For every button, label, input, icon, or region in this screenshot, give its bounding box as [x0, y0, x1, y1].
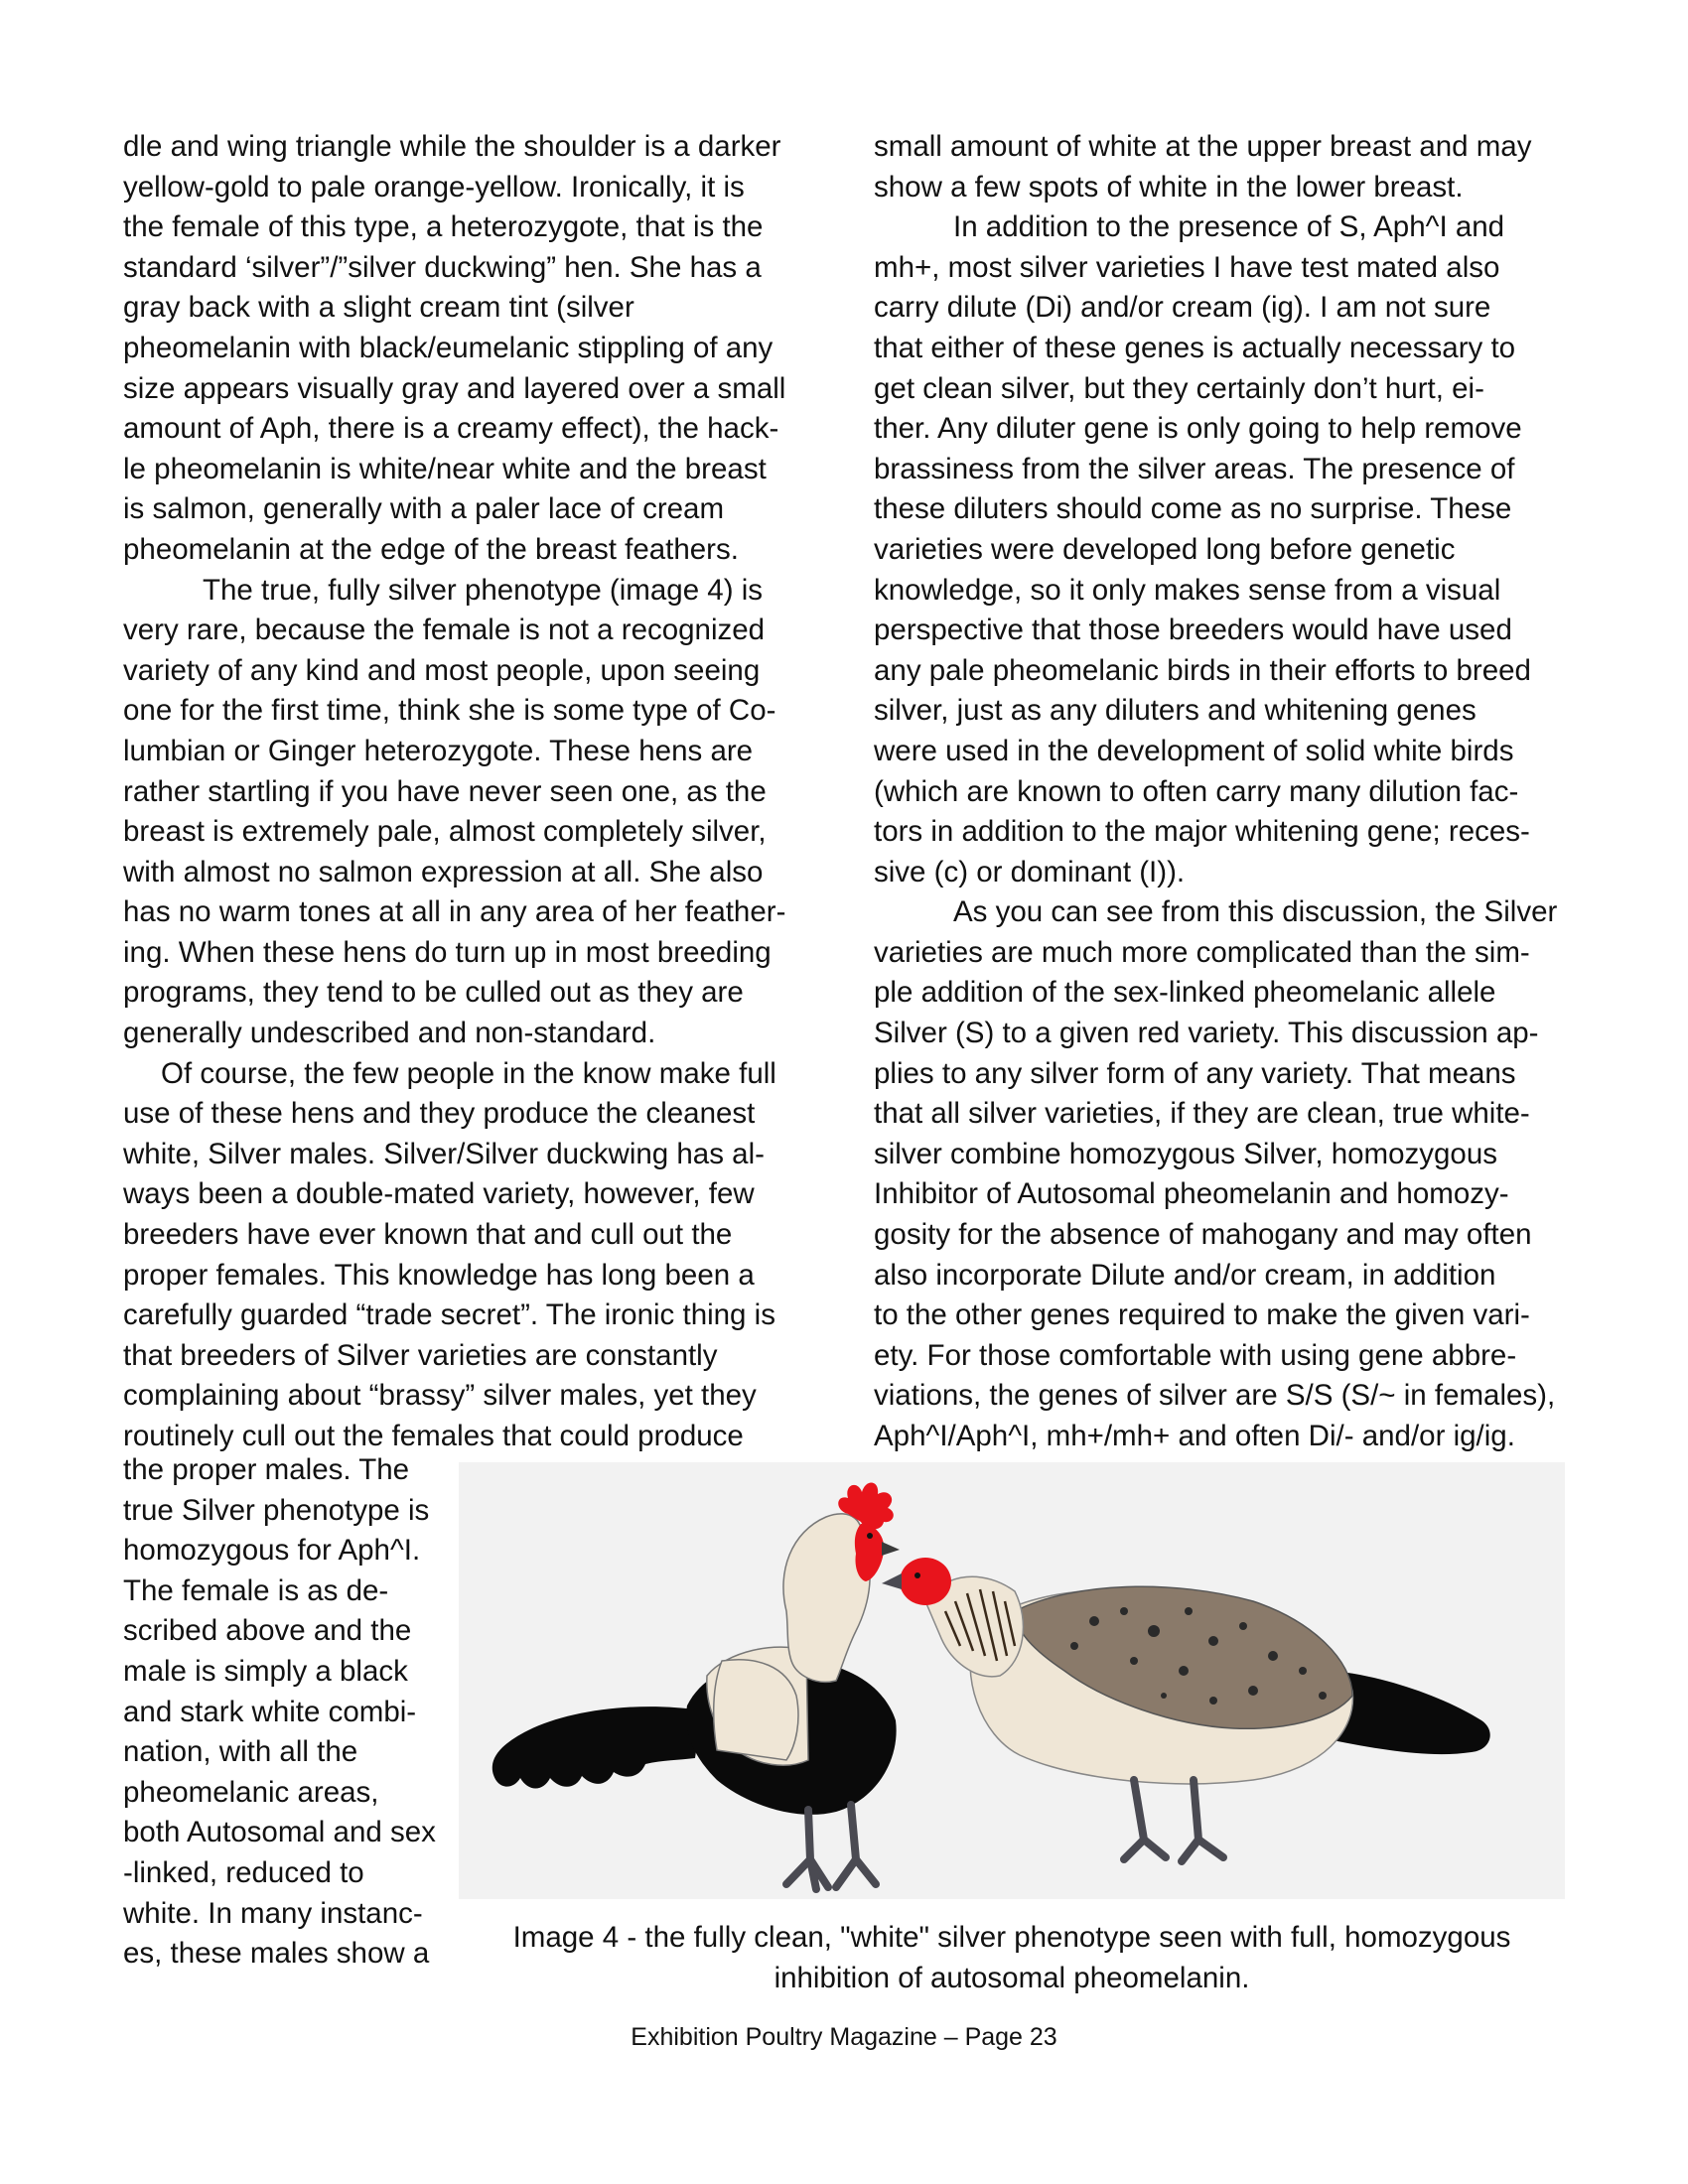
text-line: generally undescribed and non-standard. [123, 1017, 656, 1050]
text-line: In addition to the presence of S, Aph^I and [953, 210, 1505, 244]
text-line: knowledge, so it only makes sense from a visual [874, 573, 1501, 607]
text-line: one for the first time, think she is some type of Co- [123, 694, 776, 728]
text-line: very rare, because the female is not a recognized [123, 614, 766, 647]
text-line: ing. When these hens do turn up in most breeding [123, 935, 772, 969]
text-line: plies to any silver form of any variety. That means [874, 1056, 1516, 1090]
text-line: -linked, reduced to [123, 1855, 364, 1889]
text-line: ways been a double-mated variety, however, few [123, 1177, 755, 1211]
text-line: use of these hens and they produce the cleanest [123, 1097, 756, 1131]
left-column [123, 127, 818, 1457]
text-line: ther. Any diluter gene is only going to help remove [874, 412, 1522, 446]
page-footer: Exhibition Poultry Magazine – Page 23 [631, 2023, 1057, 2051]
figure-caption [459, 1918, 1565, 1998]
text-line: that either of these genes is actually necessary to [874, 331, 1516, 364]
text-line: is salmon, generally with a paler lace of cream [123, 492, 725, 526]
text-line: ple addition of the sex-linked pheomelanic allele [874, 976, 1496, 1010]
text-line: that all silver varieties, if they are clean, true white- [874, 1097, 1530, 1131]
text-line: small amount of white at the upper breast and may [874, 130, 1532, 163]
text-line: The true, fully silver phenotype (image 4) is [203, 573, 764, 607]
text-line: dle and wing triangle while the shoulder is a darker [123, 130, 781, 163]
text-line: nation, with all the [123, 1735, 358, 1769]
text-line: proper females. This knowledge has long been a [123, 1258, 755, 1292]
caption-line: Image 4 - the fully clean, "white" silver phenotype seen with full, homozygous [512, 1921, 1511, 1954]
text-line: pheomelanin with black/eumelanic stippling of any [123, 331, 774, 364]
silver-chickens-illustration [459, 1462, 1565, 1899]
right-column [874, 127, 1571, 1457]
text-line: routinely cull out the females that could produce [123, 1420, 744, 1452]
text-line: white. In many instanc- [123, 1896, 423, 1930]
text-line: ety. For those comfortable with using gene abbre- [874, 1338, 1517, 1372]
text-line: Of course, the few people in the know make full [161, 1056, 776, 1090]
text-line: scribed above and the [123, 1614, 412, 1648]
text-line: mh+, most silver varieties I have test mated also [874, 250, 1500, 284]
text-line: Aph^I/Aph^I, mh+/mh+ and often Di/- and/or ig/ig. [874, 1420, 1515, 1452]
text-line: pheomelanic areas, [123, 1775, 379, 1809]
text-line: varieties are much more complicated than the sim- [874, 935, 1530, 969]
text-line: tors in addition to the major whitening gene; reces- [874, 815, 1530, 849]
figure-image-4 [459, 1462, 1565, 1899]
text-line: varieties were developed long before genetic [874, 532, 1456, 566]
text-line: were used in the development of solid white birds [874, 734, 1514, 767]
text-line: standard ‘silver”/”silver duckwing” hen. She has a [123, 250, 762, 284]
text-line: to the other genes required to make the given vari- [874, 1298, 1530, 1332]
text-line: breast is extremely pale, almost completely silver, [123, 815, 767, 849]
text-line: carefully guarded “trade secret”. The ironic thing is [123, 1298, 775, 1332]
text-line: show a few spots of white in the lower breast. [874, 170, 1464, 204]
text-line: get clean silver, but they certainly don’t hurt, ei- [874, 371, 1484, 405]
text-line: the female of this type, a heterozygote, that is the [123, 210, 764, 244]
text-line: has no warm tones at all in any area of her feather- [123, 895, 786, 929]
text-line: gosity for the absence of mahogany and may often [874, 1218, 1532, 1252]
text-line: Inhibitor of Autosomal pheomelanin and homozy- [874, 1177, 1509, 1211]
text-line: with almost no salmon expression at all. She also [123, 855, 764, 888]
text-line: true Silver phenotype is [123, 1493, 430, 1527]
text-line: The female is as de- [123, 1573, 389, 1607]
text-line: es, these males show a [123, 1937, 430, 1971]
text-line: yellow-gold to pale orange-yellow. Ironically, it is [123, 170, 745, 204]
text-line: silver, just as any diluters and whitening genes [874, 694, 1477, 728]
text-line: le pheomelanin is white/near white and the breast [123, 452, 767, 485]
text-line: programs, they tend to be culled out as they are [123, 976, 744, 1010]
text-line: breeders have ever known that and cull out the [123, 1218, 733, 1252]
text-line: any pale pheomelanic birds in their efforts to breed [874, 653, 1531, 687]
text-line: also incorporate Dilute and/or cream, in addition [874, 1258, 1496, 1292]
text-line: pheomelanin at the edge of the breast feathers. [123, 532, 739, 566]
text-line: complaining about “brassy” silver males, yet they [123, 1379, 757, 1413]
text-line: As you can see from this discussion, the Silver [953, 895, 1558, 929]
text-line: amount of Aph, there is a creamy effect), the hack- [123, 412, 779, 446]
text-line: that breeders of Silver varieties are constantly [123, 1338, 718, 1372]
text-line: perspective that those breeders would have used [874, 614, 1512, 647]
text-line: these diluters should come as no surprise. These [874, 492, 1512, 526]
text-line: size appears visually gray and layered over a small [123, 371, 786, 405]
text-line: lumbian or Ginger heterozygote. These hens are [123, 734, 754, 767]
text-line: male is simply a black [123, 1654, 408, 1688]
text-line: gray back with a slight cream tint (silver [123, 291, 634, 325]
text-line: white, Silver males. Silver/Silver duckwing has al- [123, 1137, 765, 1170]
text-line: (which are known to often carry many dilution fac- [874, 774, 1519, 808]
text-line: both Autosomal and sex [123, 1816, 436, 1849]
text-line: brassiness from the silver areas. The presence of [874, 452, 1515, 485]
text-line: variety of any kind and most people, upon seeing [123, 653, 761, 687]
text-line: carry dilute (Di) and/or cream (ig). I am not sure [874, 291, 1491, 325]
text-line: homozygous for Aph^I. [123, 1534, 421, 1568]
text-line: Silver (S) to a given red variety. This discussion ap- [874, 1017, 1539, 1050]
text-line: and stark white combi- [123, 1695, 417, 1728]
text-line: silver combine homozygous Silver, homozygous [874, 1137, 1497, 1170]
text-line: viations, the genes of silver are S/S (S/~ in females), [874, 1379, 1556, 1413]
caption-line: inhibition of autosomal pheomelanin. [774, 1961, 1250, 1994]
left-column-wrap [123, 1450, 457, 1975]
text-line: sive (c) or dominant (I)). [874, 855, 1186, 888]
text-line: the proper males. The [123, 1453, 410, 1486]
text-line: rather startling if you have never seen one, as the [123, 774, 767, 808]
